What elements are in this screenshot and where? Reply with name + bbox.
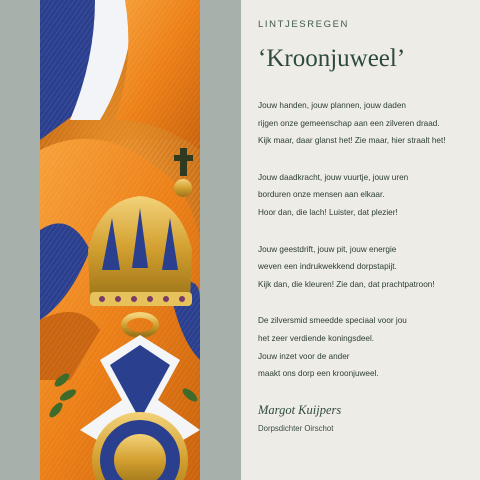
poem-line: het zeer verdiende koningsdeel.: [258, 333, 375, 343]
poem-line: Jouw daadkracht, jouw vuurtje, jouw uren: [258, 172, 409, 182]
stanza: [258, 312, 480, 382]
poem-line: Hoor dan, die lach! Luister, dat plezier!: [258, 207, 398, 217]
poem-body: [258, 97, 480, 383]
poem-line: Kijk dan, die kleuren! Zie dan, dat prachtpatroon!: [258, 279, 435, 289]
author-role: Dorpsdichter Oirschot: [258, 423, 334, 433]
poem-line: weven een indrukwekkend dorpstapijt.: [258, 262, 397, 272]
kicker-label: LINTJESREGEN: [258, 19, 349, 30]
stanza: [258, 169, 480, 222]
poem-line: maakt ons dorp een kroonjuweel.: [258, 369, 379, 379]
stanza: [258, 97, 480, 150]
author-name: Margot Kuijpers: [258, 402, 342, 417]
poem-line: Jouw inzet voor de ander: [258, 351, 350, 361]
poem-line: rijgen onze gemeenschap aan een zilveren draad.: [258, 118, 440, 128]
poem-panel: [241, 0, 480, 480]
medal-ribbon-photo: [40, 0, 200, 480]
poem-line: De zilversmid smeedde speciaal voor jou: [258, 316, 407, 326]
stanza: [258, 241, 480, 294]
poem-line: Jouw handen, jouw plannen, jouw daden: [258, 101, 406, 110]
poem-line: Kijk maar, daar glanst het! Zie maar, hier straalt het!: [258, 136, 446, 146]
poem-title: ‘Kroonjuweel’: [258, 45, 406, 72]
poem-line: Jouw geestdrift, jouw pit, jouw energie: [258, 244, 397, 254]
poem-line: borduren onze mensen aan elkaar.: [258, 190, 385, 200]
